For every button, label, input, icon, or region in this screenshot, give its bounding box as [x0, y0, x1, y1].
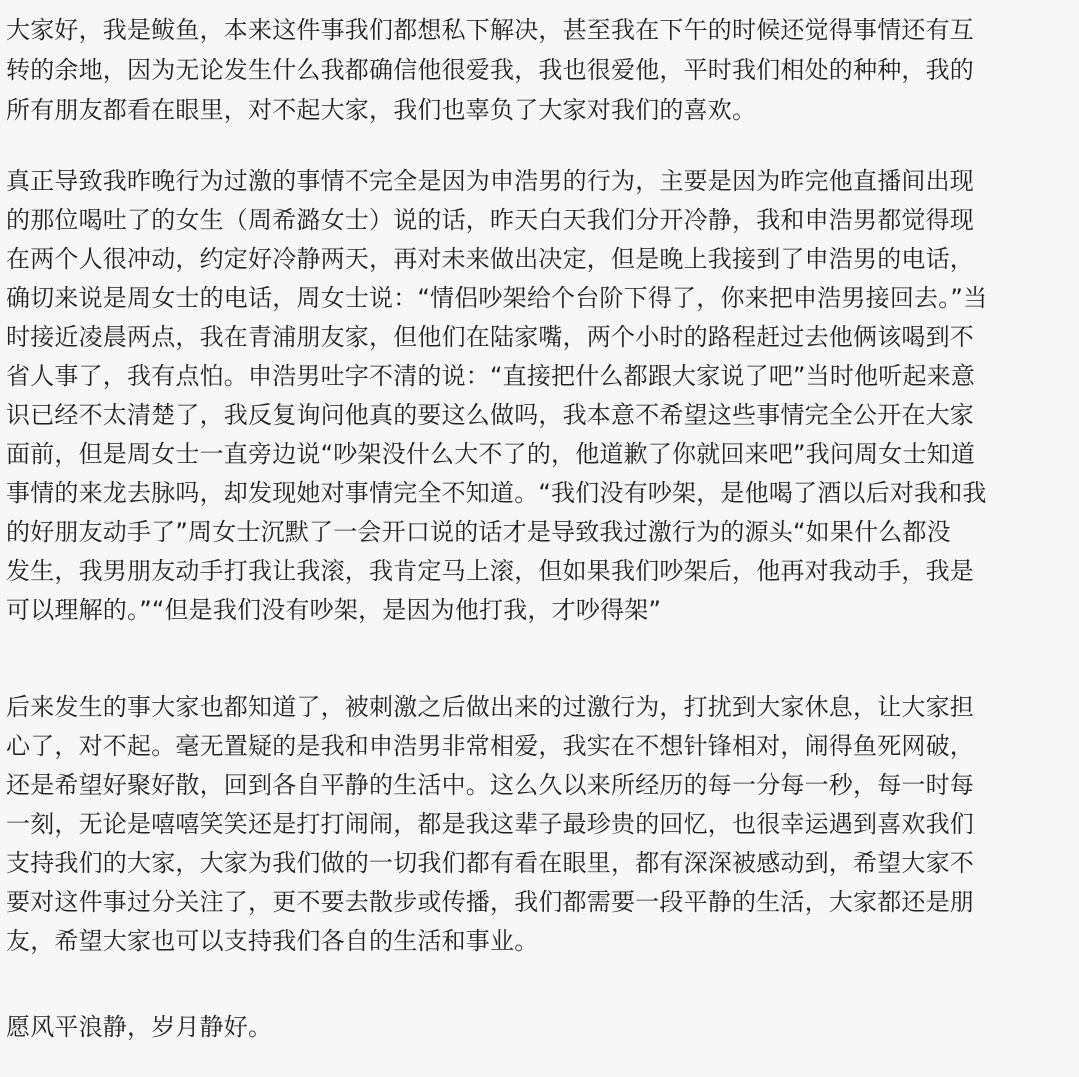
text-line: 发生，我男朋友动手打我让我滚，我肯定马上滚，但如果我们吵架后，他再对我动手，我是 [6, 557, 974, 585]
text-line: 友，希望大家也可以支持我们各自的生活和事业。 [6, 927, 539, 955]
text-line: 时接近凌晨两点，我在青浦朋友家，但他们在陆家嘴，两个小时的路程赶过去他俩该喝到不 [6, 323, 974, 351]
text-line: 一刻，无论是嘻嘻笑笑还是打打闹闹，都是我这辈子最珍贵的回忆，也很幸运遇到喜欢我们 [6, 810, 974, 838]
text-line: 省人事了，我有点怕。申浩男吐字不清的说：“直接把什么都跟大家说了吧”当时他听起来意 [6, 362, 976, 390]
text-line: 要对这件事过分关注了，更不要去散步或传播，我们都需要一段平静的生活，大家都还是朋 [6, 888, 974, 916]
text-line: 后来发生的事大家也都知道了，被刺激之后做出来的过激行为，打扰到大家休息，让大家担 [6, 693, 974, 721]
text-line: 大家好，我是鲅鱼，本来这件事我们都想私下解决，甚至我在下午的时候还觉得事情还有互 [6, 16, 974, 44]
text-line: 识已经不太清楚了，我反复询问他真的要这么做吗，我本意不希望这些事情完全公开在大家 [6, 401, 974, 429]
text-line: 支持我们的大家，大家为我们做的一切我们都有看在眼里，都有深深被感动到，希望大家不 [6, 849, 974, 877]
text-line: 面前，但是周女士一直旁边说“吵架没什么大不了的，他道歉了你就回来吧”我问周女士知道 [6, 440, 976, 468]
text-line: 所有朋友都看在眼里，对不起大家，我们也辜负了大家对我们的喜欢。 [6, 96, 757, 124]
text-line: 在两个人很冲动，约定好冷静两天，再对未来做出决定，但是晚上我接到了申浩男的电话， [6, 245, 974, 273]
text-line: 心了，对不起。毫无置疑的是我和申浩男非常相爱，我实在不想针锋相对，闹得鱼死网破， [6, 732, 974, 760]
text-line: 可以理解的。”“但是我们没有吵架，是因为他打我，才吵得架” [6, 596, 662, 624]
text-line: 转的余地，因为无论发生什么我都确信他很爱我，我也很爱他，平时我们相处的种种，我的 [6, 56, 974, 84]
text-line: 的好朋友动手了”周女士沉默了一会开口说的话才是导致我过激行为的源头“如果什么都没 [6, 518, 951, 546]
text-line: 真正导致我昨晚行为过激的事情不完全是因为申浩男的行为，主要是因为昨完他直播间出现 [6, 167, 974, 195]
text-line: 的那位喝吐了的女生（周希潞女士）说的话，昨天白天我们分开冷静，我和申浩男都觉得现 [6, 206, 974, 234]
text-line: 确切来说是周女士的电话，周女士说：“情侣吵架给个台阶下得了，你来把申浩男接回去。”当 [6, 284, 988, 312]
text-line: 还是希望好聚好散，回到各自平静的生活中。这么久以来所经历的每一分每一秒，每一时每 [6, 771, 974, 799]
text-line: 事情的来龙去脉吗，却发现她对事情完全不知道。“我们没有吵架，是他喝了酒以后对我和我 [6, 479, 987, 507]
text-line: 愿风平浪静，岁月静好。 [6, 1013, 273, 1041]
